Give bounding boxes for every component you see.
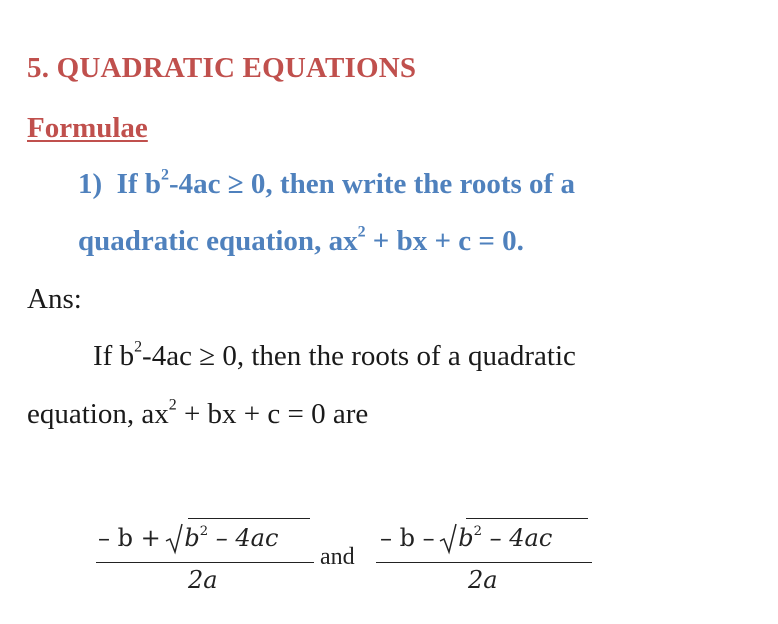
root2-radicand-rest: – 4ac bbox=[482, 524, 553, 552]
answer-text-c: equation, ax bbox=[27, 398, 169, 430]
root2-fraction-line bbox=[376, 562, 592, 563]
root1-numerator-prefix: – b + bbox=[98, 524, 169, 552]
question-text-d: + bx + c = 0. bbox=[365, 225, 524, 257]
question-line-2 bbox=[78, 225, 524, 258]
root1-radicand-exponent: 2 bbox=[199, 523, 209, 539]
root2-radicand-exponent: 2 bbox=[473, 523, 483, 539]
question-text-b: -4ac ≥ 0, then write the roots of a bbox=[168, 168, 575, 200]
root1-radicand-rest: – 4ac bbox=[208, 524, 279, 552]
root1-numerator bbox=[98, 524, 278, 552]
root1-radicand-b: b bbox=[184, 524, 200, 552]
answer-exponent-b: 2 bbox=[168, 396, 177, 414]
conjunction-and: and bbox=[320, 544, 355, 570]
answer-text-a: If b bbox=[93, 340, 135, 372]
answer-text-d: + bx + c = 0 are bbox=[176, 398, 369, 430]
question-exponent-a: 2 bbox=[161, 166, 169, 184]
answer-exponent-a: 2 bbox=[134, 338, 143, 356]
answer-line-2 bbox=[27, 398, 368, 431]
root2-numerator-prefix: – b – bbox=[380, 524, 443, 552]
chapter-title: 5. QUADRATIC EQUATIONS bbox=[27, 52, 417, 84]
root1-denominator: 2a bbox=[188, 566, 218, 594]
root1-fraction-line bbox=[96, 562, 314, 563]
answer-label: Ans: bbox=[27, 283, 82, 315]
answer-text-b: -4ac ≥ 0, then the roots of a quadratic bbox=[142, 340, 576, 372]
answer-line-1 bbox=[93, 340, 576, 373]
question-number: 1) bbox=[78, 168, 103, 200]
root2-numerator bbox=[380, 524, 552, 552]
question-line-1 bbox=[78, 168, 575, 201]
section-heading: Formulae bbox=[27, 112, 148, 144]
question-exponent-b: 2 bbox=[357, 223, 366, 241]
root1-sqrt-bar bbox=[188, 518, 310, 519]
root2-radicand-b: b bbox=[458, 524, 474, 552]
root2-denominator: 2a bbox=[468, 566, 498, 594]
question-text-c: quadratic equation, ax bbox=[78, 225, 358, 257]
root2-sqrt-bar bbox=[466, 518, 588, 519]
question-text-a: If b bbox=[116, 168, 161, 200]
